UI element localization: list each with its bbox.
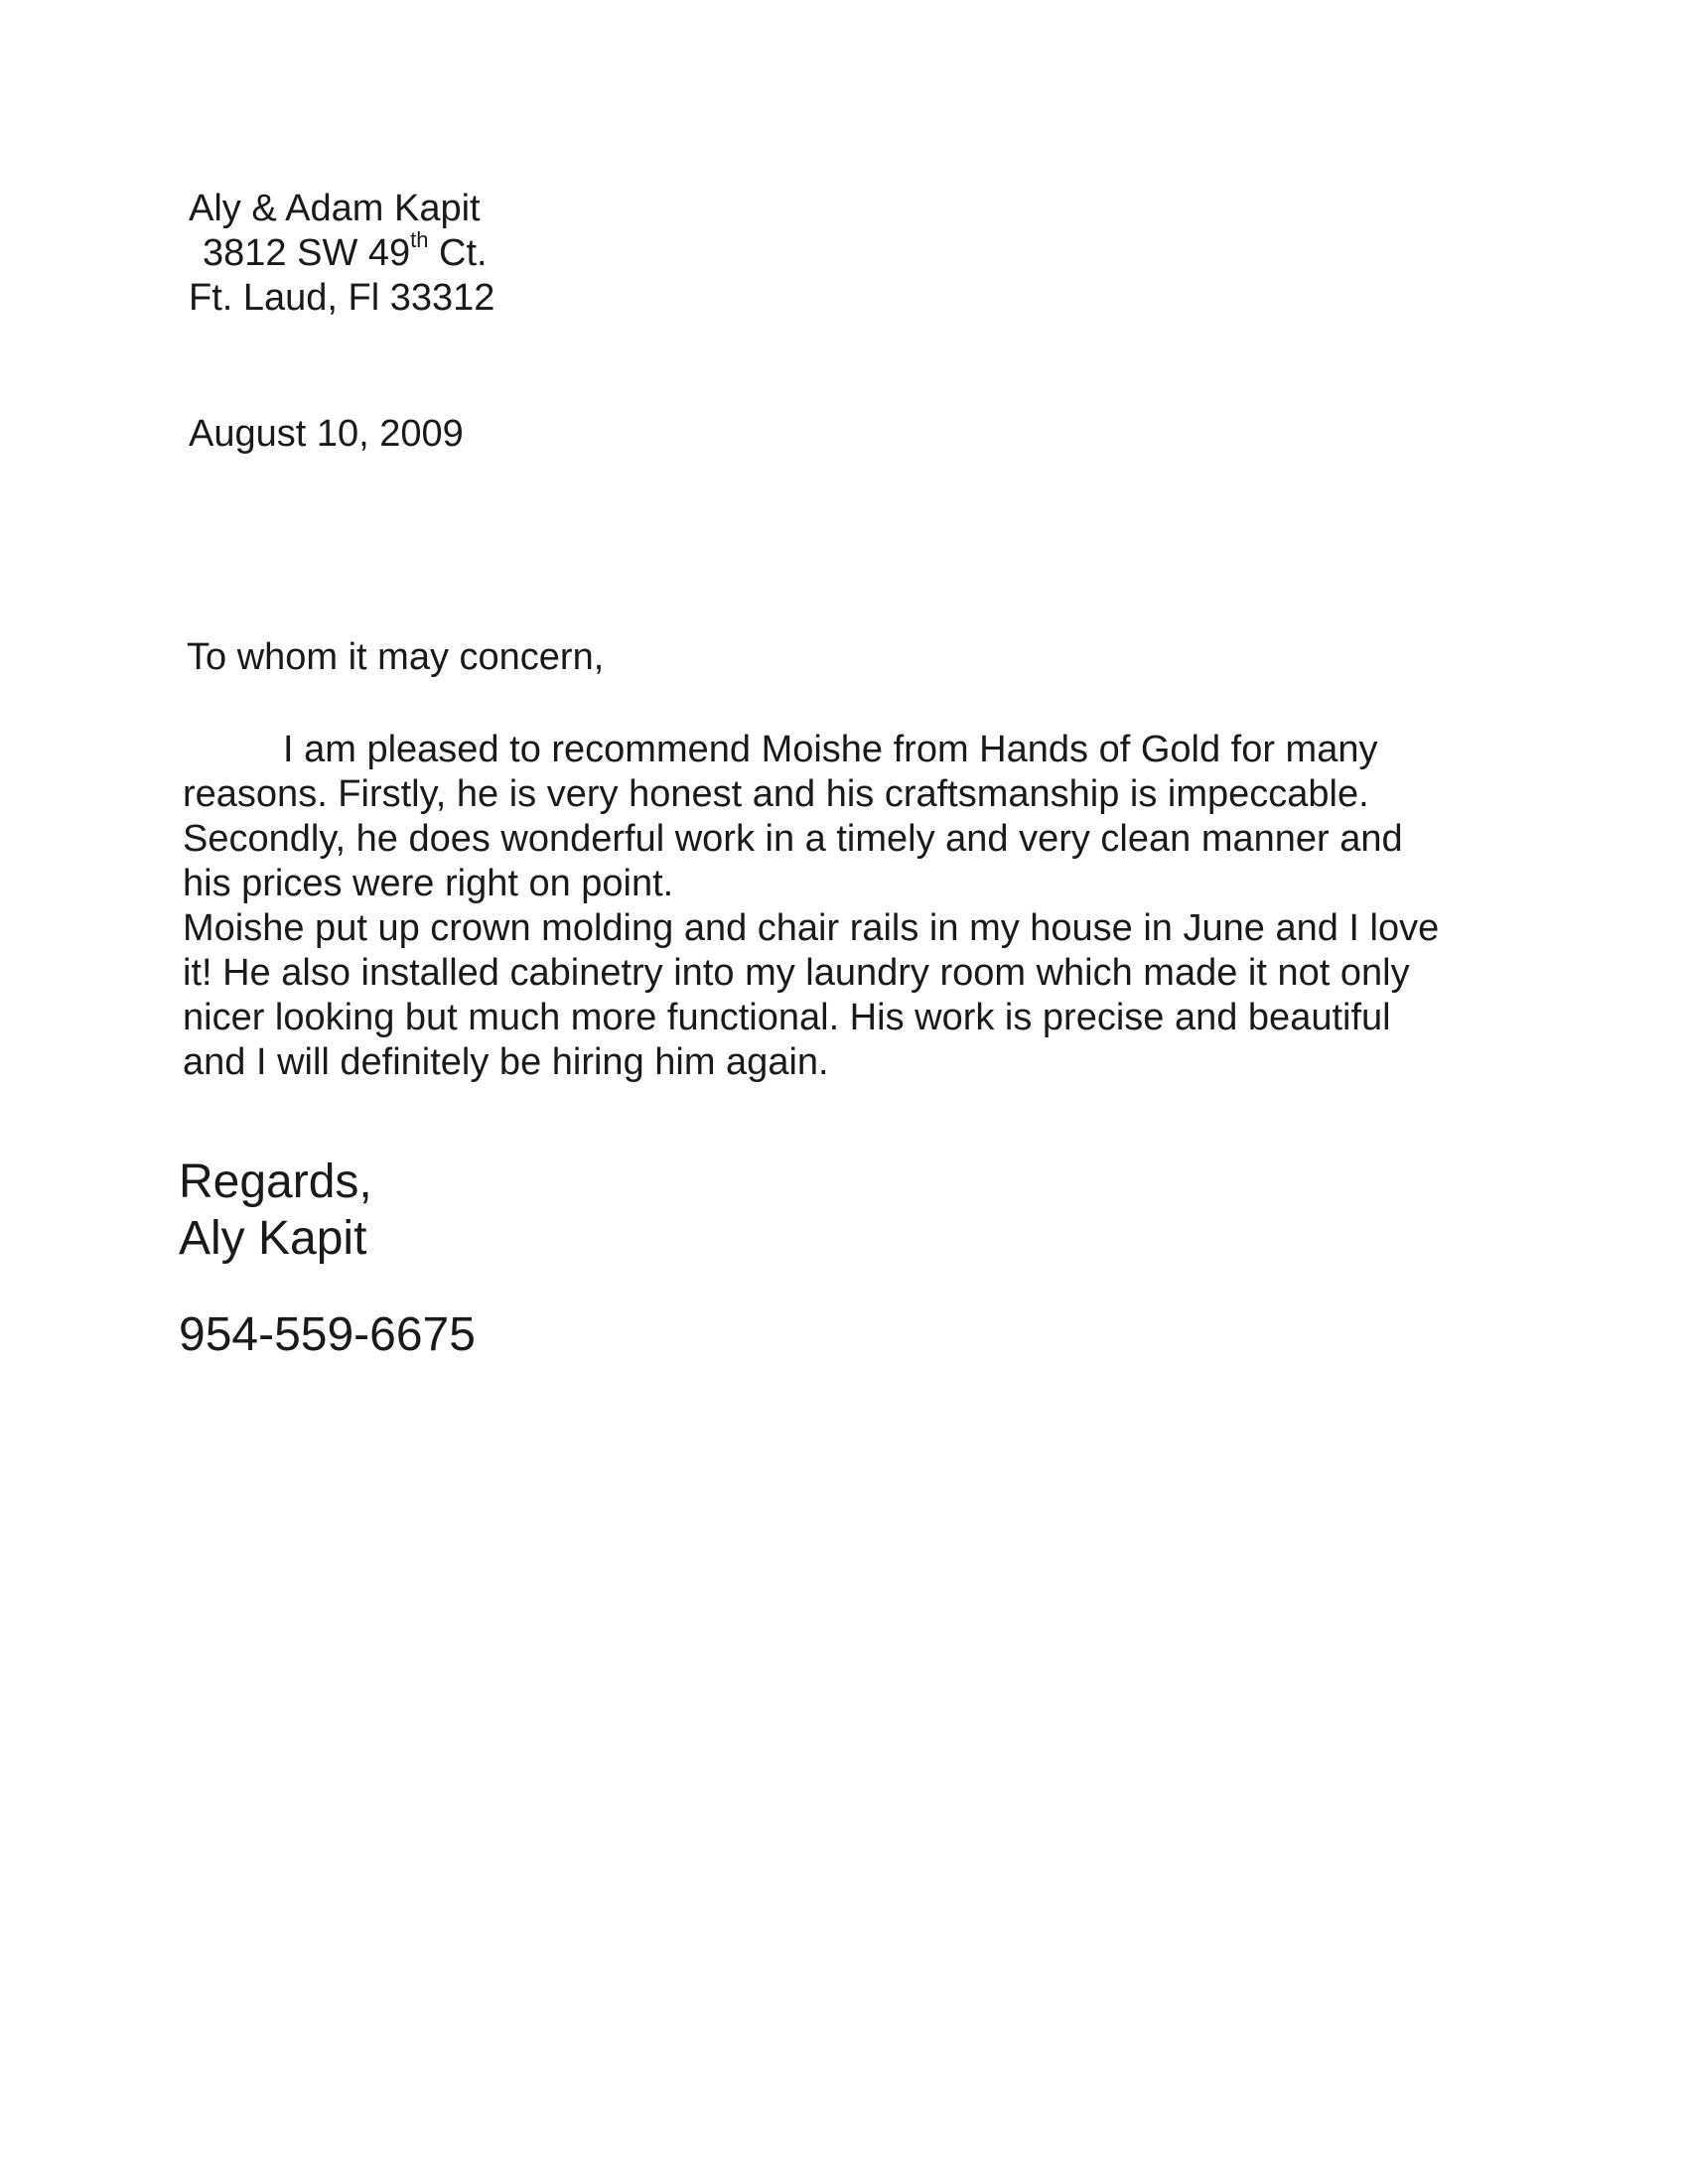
sender-city-line: Ft. Laud, Fl 33312 [189, 277, 495, 319]
body-line: I am pleased to recommend Moishe from Hands of Gold for many [283, 729, 1378, 770]
body-line: his prices were right on point. [183, 863, 674, 904]
sender-address-block [189, 187, 494, 321]
sender-street-ordinal: th [410, 227, 429, 253]
valediction: Regards, [179, 1156, 372, 1208]
sender-street [189, 227, 494, 276]
salutation: To whom it may concern, [187, 636, 605, 678]
signer-name: Aly Kapit [179, 1212, 367, 1265]
body-line: nicer looking but much more functional. His work is precise and beautiful [183, 997, 1391, 1038]
letter-date: August 10, 2009 [189, 413, 464, 455]
body-line: reasons. Firstly, he is very honest and his craftsmanship is impeccable. [183, 773, 1369, 815]
closing-block [179, 1154, 372, 1267]
body-line: Moishe put up crown molding and chair rails in my house in June and I love [183, 907, 1440, 949]
body-line: Secondly, he does wonderful work in a timely and very clean manner and [183, 818, 1403, 860]
phone-number: 954-559-6675 [179, 1308, 476, 1361]
body-line: and I will definitely be hiring him again. [183, 1041, 829, 1083]
sender-street-number: 3812 SW 49 [203, 232, 411, 274]
letter-body [183, 728, 1503, 1085]
body-line: it! He also installed cabinetry into my laundry room which made it not only [183, 952, 1410, 994]
sender-street-type: Ct. [428, 232, 488, 274]
sender-name: Aly & Adam Kapit [189, 188, 481, 229]
